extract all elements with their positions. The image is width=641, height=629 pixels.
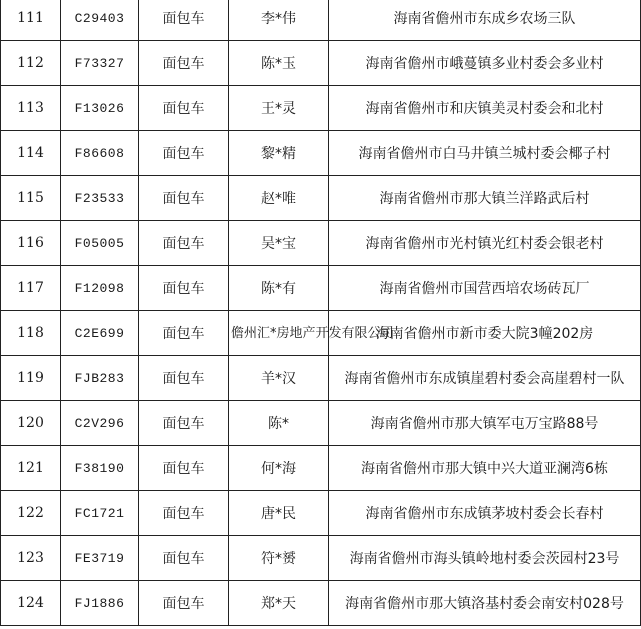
owner-address-cell: 海南省儋州市光村镇光红村委会银老村 (329, 221, 641, 266)
vehicle-type-cell: 面包车 (139, 356, 229, 401)
table-row (1, 536, 641, 581)
plate-number-cell: F86608 (61, 131, 139, 176)
table-row (1, 131, 641, 176)
owner-address-cell: 海南省儋州市和庆镇美灵村委会和北村 (329, 86, 641, 131)
row-number-cell: 121 (1, 446, 61, 491)
owner-name-cell: 符*赟 (229, 536, 329, 581)
plate-number-cell: FE3719 (61, 536, 139, 581)
owner-address-cell: 海南省儋州市峨蔓镇多业村委会多业村 (329, 41, 641, 86)
owner-address-cell: 海南省儋州市东成镇崖碧村委会高崖碧村一队 (329, 356, 641, 401)
owner-name-cell: 陈*玉 (229, 41, 329, 86)
row-number-cell: 119 (1, 356, 61, 401)
plate-number-cell: F38190 (61, 446, 139, 491)
vehicle-type-cell: 面包车 (139, 221, 229, 266)
table-row (1, 491, 641, 536)
vehicle-type-cell: 面包车 (139, 311, 229, 356)
owner-address-cell: 海南省儋州市新市委大院3幢202房 (329, 311, 641, 356)
vehicle-type-cell: 面包车 (139, 176, 229, 221)
table-row (1, 401, 641, 446)
owner-address-cell: 海南省儋州市那大镇洛基村委会南安村028号 (329, 581, 641, 626)
plate-number-cell: FJ1886 (61, 581, 139, 626)
row-number-cell: 113 (1, 86, 61, 131)
plate-number-cell: F12098 (61, 266, 139, 311)
table-row (1, 176, 641, 221)
plate-number-cell: C2V296 (61, 401, 139, 446)
row-number-cell: 112 (1, 41, 61, 86)
owner-name-cell: 赵*唯 (229, 176, 329, 221)
owner-address-cell: 海南省儋州市那大镇中兴大道亚澜湾6栋 (329, 446, 641, 491)
row-number-cell: 118 (1, 311, 61, 356)
table-row (1, 356, 641, 401)
table-row (1, 266, 641, 311)
owner-name-cell: 郑*天 (229, 581, 329, 626)
row-number-cell: 123 (1, 536, 61, 581)
row-number-cell: 124 (1, 581, 61, 626)
plate-number-cell: F73327 (61, 41, 139, 86)
plate-number-cell: C2E699 (61, 311, 139, 356)
owner-name-cell: 唐*民 (229, 491, 329, 536)
row-number-cell: 115 (1, 176, 61, 221)
table-row (1, 86, 641, 131)
vehicle-type-cell: 面包车 (139, 0, 229, 41)
vehicle-table-body (1, 0, 641, 626)
table-row (1, 0, 641, 41)
vehicle-type-cell: 面包车 (139, 446, 229, 491)
table-row (1, 221, 641, 266)
table-row (1, 446, 641, 491)
row-number-cell: 114 (1, 131, 61, 176)
table-row (1, 41, 641, 86)
owner-name-cell: 羊*汉 (229, 356, 329, 401)
row-number-cell: 111 (1, 0, 61, 41)
owner-name-cell: 李*伟 (229, 0, 329, 41)
vehicle-type-cell: 面包车 (139, 266, 229, 311)
plate-number-cell: C29403 (61, 0, 139, 41)
owner-address-cell: 海南省儋州市那大镇兰洋路武后村 (329, 176, 641, 221)
vehicle-type-cell: 面包车 (139, 401, 229, 446)
plate-number-cell: F05005 (61, 221, 139, 266)
table-row (1, 581, 641, 626)
owner-name-cell: 陈* (229, 401, 329, 446)
owner-name-cell: 陈*有 (229, 266, 329, 311)
owner-address-cell: 海南省儋州市东成镇茅坡村委会长春村 (329, 491, 641, 536)
vehicle-type-cell: 面包车 (139, 41, 229, 86)
owner-name-cell: 儋州汇*房地产开发有限公司 (229, 311, 329, 356)
table-row (1, 311, 641, 356)
vehicle-type-cell: 面包车 (139, 86, 229, 131)
plate-number-cell: F13026 (61, 86, 139, 131)
row-number-cell: 117 (1, 266, 61, 311)
vehicle-type-cell: 面包车 (139, 131, 229, 176)
plate-number-cell: F23533 (61, 176, 139, 221)
owner-address-cell: 海南省儋州市东成乡农场三队 (329, 0, 641, 41)
vehicle-type-cell: 面包车 (139, 581, 229, 626)
plate-number-cell: FJB283 (61, 356, 139, 401)
owner-name-cell: 王*灵 (229, 86, 329, 131)
owner-name-cell: 何*海 (229, 446, 329, 491)
vehicle-type-cell: 面包车 (139, 491, 229, 536)
owner-name-cell: 黎*精 (229, 131, 329, 176)
row-number-cell: 116 (1, 221, 61, 266)
row-number-cell: 120 (1, 401, 61, 446)
row-number-cell: 122 (1, 491, 61, 536)
owner-name-cell: 吴*宝 (229, 221, 329, 266)
owner-address-cell: 海南省儋州市那大镇军屯万宝路88号 (329, 401, 641, 446)
owner-address-cell: 海南省儋州市海头镇岭地村委会茨园村23号 (329, 536, 641, 581)
owner-address-cell: 海南省儋州市白马井镇兰城村委会椰子村 (329, 131, 641, 176)
plate-number-cell: FC1721 (61, 491, 139, 536)
vehicle-type-cell: 面包车 (139, 536, 229, 581)
owner-address-cell: 海南省儋州市国营西培农场砖瓦厂 (329, 266, 641, 311)
